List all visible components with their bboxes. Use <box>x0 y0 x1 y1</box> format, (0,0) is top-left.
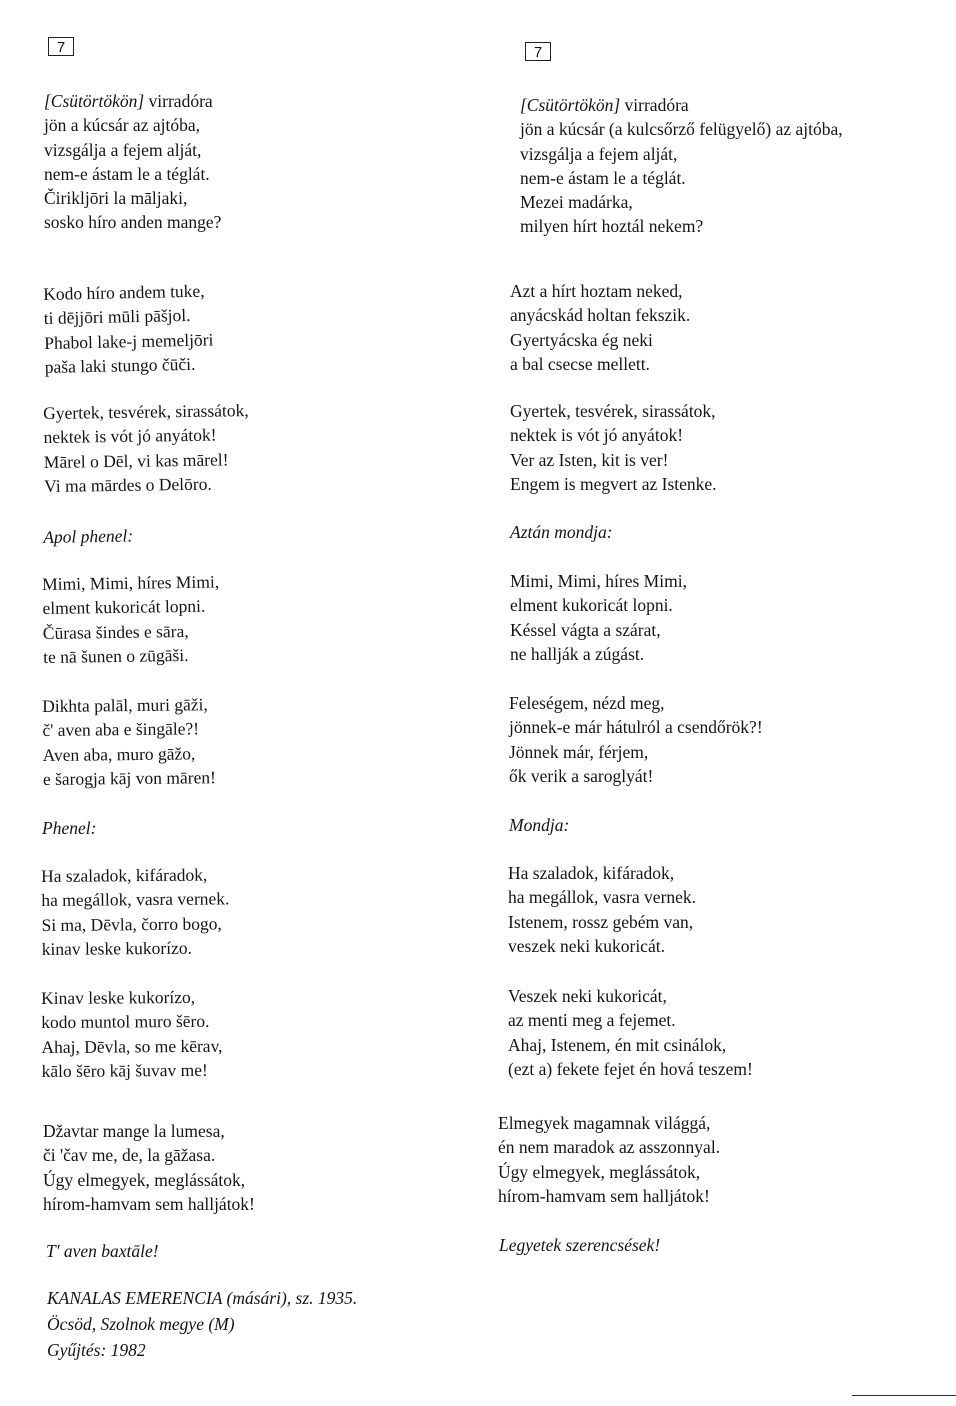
right-stanza-2 <box>510 279 690 376</box>
left-stanza-1 <box>44 89 221 235</box>
verse-line: Mimi, Mimi, híres Mimi, <box>42 571 220 594</box>
verse-line: Vi ma mārdes o Delōro. <box>44 473 212 496</box>
right-stanza-5 <box>509 691 763 788</box>
left-stanza-5 <box>42 692 216 791</box>
right-label-1: Aztán mondja: <box>510 522 613 542</box>
verse-line: Kodo híro andem tuke, <box>43 280 205 304</box>
left-heading: [Csütörtökön] virradóra <box>44 91 213 111</box>
verse-line: (ezt a) fekete fejet én hová teszem! <box>508 1058 753 1079</box>
verse-line: elment kukoricát lopni. <box>42 596 206 619</box>
verse-line: Si ma, Dēvla, čorro bogo, <box>41 913 222 935</box>
footer-rule <box>852 1395 956 1396</box>
verse-line: vizsgálja a fejem alját, <box>520 143 678 164</box>
left-stanza-6 <box>41 862 230 961</box>
verse-line: nem-e ástam le a téglát. <box>520 167 686 188</box>
right-stanza-7 <box>508 984 753 1081</box>
verse-line: Jönnek már, férjem, <box>509 741 649 762</box>
collection-credits <box>47 1285 357 1363</box>
verse-line: Veszek neki kukoricát, <box>508 986 667 1006</box>
verse-line: Mezei madárka, <box>520 192 633 213</box>
verse-line: Feleségem, nézd meg, <box>509 693 665 713</box>
verse-line: Čirikljōri la māljaki, <box>44 188 188 209</box>
right-label-2: Mondja: <box>509 815 570 835</box>
verse-line: Ha szaladok, kifáradok, <box>508 863 675 883</box>
verse-line: Gyertyácska ég neki <box>510 329 653 350</box>
verse-line: nektek is vót jó anyátok! <box>510 425 684 446</box>
verse-line: Gyertek, tesvérek, sirassátok, <box>510 401 716 421</box>
verse-line: ne hallják a zúgást. <box>510 643 645 664</box>
right-stanza-3 <box>510 399 717 496</box>
verse-line: Késsel vágta a szárat, <box>510 619 661 640</box>
left-stanza-3 <box>43 398 250 498</box>
verse-line: Engem is megvert az Istenke. <box>510 473 717 494</box>
verse-line: paša laki stungo čūči. <box>44 353 196 377</box>
verse-line: jön a kúcsár az ajtóba, <box>44 115 200 136</box>
left-label-2: Phenel: <box>42 818 97 838</box>
verse-line: Mārel o Dēl, vi kas mārel! <box>43 449 229 472</box>
verse-line: hírom-hamvam sem halljátok! <box>498 1185 710 1206</box>
verse-line: elment kukoricát lopni. <box>510 595 673 616</box>
verse-line: kinav leske kukorízo. <box>41 937 192 959</box>
verse-line: Istenem, rossz gebém van, <box>508 911 694 932</box>
verse-line: Úgy elmegyek, meglássátok, <box>498 1161 701 1182</box>
verse-line: te nā šunen o zūgāši. <box>43 644 189 667</box>
verse-line: č' aven aba e šingāle?! <box>42 718 200 741</box>
left-stanza-4 <box>42 570 220 670</box>
verse-line: Azt a hírt hoztam neked, <box>510 281 683 301</box>
page-number-left: 7 <box>48 37 74 56</box>
verse-line: az menti meg a fejemet. <box>508 1010 676 1031</box>
verse-line: Ha szaladok, kifáradok, <box>41 864 208 886</box>
verse-line: Ver az Isten, kit is ver! <box>510 449 669 470</box>
verse-line: ti dējjōri mūli pāšjol. <box>43 305 191 329</box>
verse-line: a bal csecse mellett. <box>510 353 650 374</box>
verse-line: kālo šēro kāj šuvav me! <box>41 1059 208 1081</box>
verse-line: Mimi, Mimi, híres Mimi, <box>510 571 687 591</box>
verse-line: én nem maradok az asszonnyal. <box>498 1137 721 1158</box>
verse-line: hírom-hamvam sem halljátok! <box>43 1193 255 1214</box>
verse-line: Ahaj, Dēvla, so me kērav, <box>41 1035 223 1057</box>
verse-line: ők verik a saroglyát! <box>509 765 654 786</box>
verse-line: Kinav leske kukorízo, <box>41 986 196 1008</box>
verse-line: jönnek-e már hátulról a csendőrök?! <box>509 717 763 738</box>
verse-line: Dikhta palāl, muri gāži, <box>42 694 208 716</box>
verse-line: kodo muntol muro šēro. <box>41 1011 210 1033</box>
verse-line: nektek is vót jó anyátok! <box>43 424 217 448</box>
verse-line: anyácskád holtan fekszik. <box>510 305 691 326</box>
verse-line: Čūrasa šindes e sāra, <box>42 620 189 643</box>
verse-line: nem-e ástam le a téglát. <box>44 163 210 184</box>
verse-line: e šarogja kāj von māren! <box>42 767 216 789</box>
right-stanza-6 <box>508 861 696 958</box>
page-number-right: 7 <box>525 42 551 61</box>
verse-line: či 'čav me, de, la gāžasa. <box>43 1145 216 1166</box>
left-stanza-7 <box>41 985 223 1083</box>
verse-line: Úgy elmegyek, meglássátok, <box>43 1169 246 1190</box>
verse-line: milyen hírt hoztál nekem? <box>520 216 704 237</box>
left-stanza-2 <box>43 278 214 379</box>
left-closing: T' aven baxtāle! <box>46 1241 159 1261</box>
credit-line: KANALAS EMERENCIA (másári), sz. 1935. <box>47 1288 358 1308</box>
left-label-1: Apol phenel: <box>43 525 134 547</box>
verse-line: ha megállok, vasra vernek. <box>41 888 230 911</box>
left-stanza-8 <box>43 1119 255 1216</box>
credit-line: Gyűjtés: 1982 <box>47 1340 146 1360</box>
verse-line: Aven aba, muro gāžo, <box>42 742 196 765</box>
verse-line: sosko híro anden mange? <box>44 212 222 233</box>
right-stanza-8 <box>498 1111 720 1208</box>
right-heading: [Csütörtökön] virradóra <box>520 95 689 115</box>
verse-line: Elmegyek magamnak világgá, <box>498 1113 711 1133</box>
verse-line: ha megállok, vasra vernek. <box>508 887 697 908</box>
right-closing: Legyetek szerencsések! <box>499 1235 661 1255</box>
verse-line: Džavtar mange la lumesa, <box>43 1121 225 1141</box>
verse-line: vizsgálja a fejem alját, <box>44 139 202 160</box>
right-stanza-4 <box>510 569 687 666</box>
verse-line: Gyertek, tesvérek, sirassátok, <box>43 400 249 423</box>
verse-line: Ahaj, Istenem, én mit csinálok, <box>508 1034 727 1055</box>
verse-line: veszek neki kukoricát. <box>508 935 665 956</box>
verse-line: Phabol lake-j memeljōri <box>44 329 214 353</box>
verse-line: jön a kúcsár (a kulcsőrző felügyelő) az ajtóba, <box>520 119 843 140</box>
right-stanza-1 <box>520 93 843 239</box>
credit-line: Öcsöd, Szolnok megye (M) <box>47 1314 235 1334</box>
